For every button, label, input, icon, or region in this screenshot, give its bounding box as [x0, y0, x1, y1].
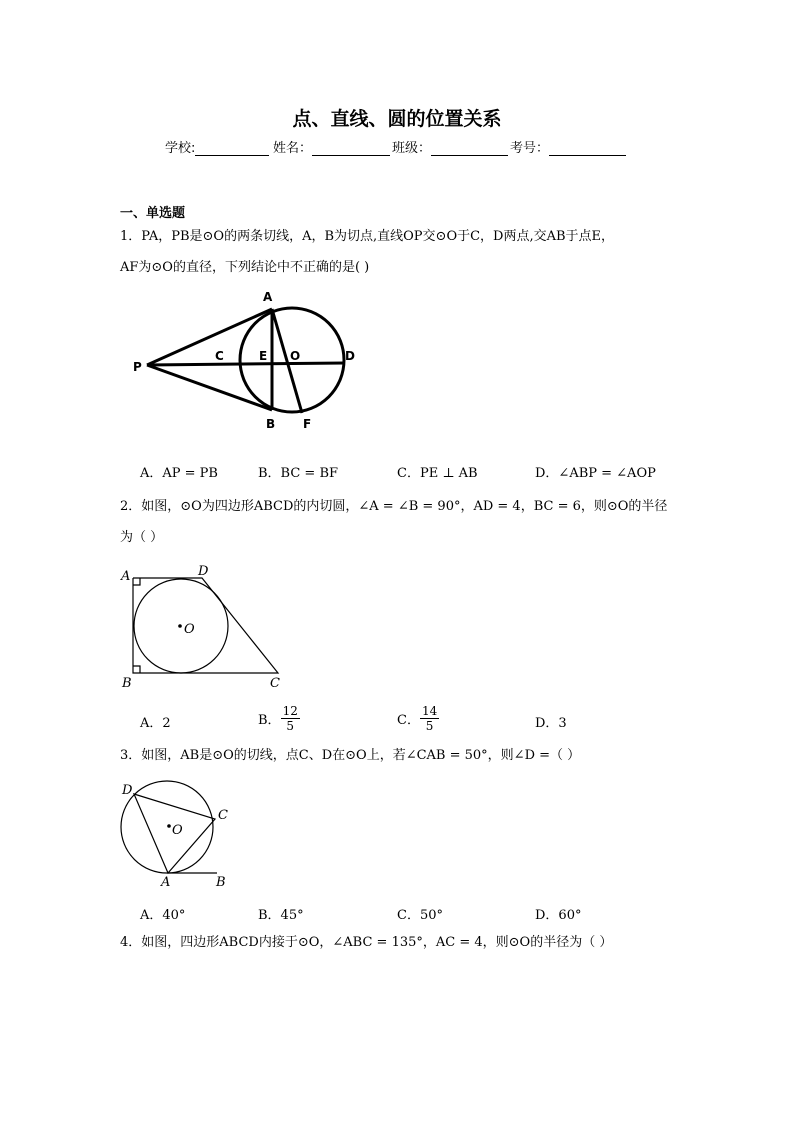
q3-option-d[interactable]: D．60°: [535, 908, 582, 923]
name-label: 姓名：: [273, 141, 313, 156]
q1-option-c[interactable]: C．PE ⊥ AB: [397, 466, 478, 481]
fig1-label-F: F: [303, 417, 312, 431]
question-1-line2: AF为⊙O的直径，下列结论中不正确的是( ): [120, 260, 370, 275]
number-blank[interactable]: [549, 141, 626, 156]
page-title: 点、直线、圆的位置关系: [292, 108, 502, 130]
question-2-line1: 2．如图，⊙O为四边形ABCD的内切圆，∠A = ∠B = 90°，AD = 4，BC = 6，则⊙O的半径: [120, 499, 668, 514]
fig2-label-B: B: [122, 676, 132, 691]
fig2-label-O: O: [184, 622, 195, 637]
q1-option-d[interactable]: D．∠ABP = ∠AOP: [535, 466, 656, 481]
school-field: [165, 137, 269, 156]
fig2-label-D: D: [198, 564, 209, 579]
fig1-label-P: P: [133, 360, 142, 374]
q2-option-d[interactable]: D．3: [535, 716, 567, 731]
q1-option-a[interactable]: A．AP = PB: [140, 466, 218, 481]
q3-option-b[interactable]: B．45°: [258, 908, 304, 923]
name-blank[interactable]: [312, 141, 390, 156]
fig1-label-D: D: [345, 349, 355, 363]
question-2-figure: [118, 560, 293, 695]
class-label: 班级：: [392, 141, 432, 156]
fig2-label-A: A: [121, 569, 131, 584]
fig1-label-O: O: [290, 349, 301, 363]
fig1-label-E: E: [259, 349, 268, 363]
q1-option-b[interactable]: B．BC = BF: [258, 466, 339, 481]
q3-option-c[interactable]: C．50°: [397, 908, 443, 923]
fig3-label-O: O: [172, 823, 183, 838]
question-3-figure: [112, 778, 242, 893]
fig3-label-C: C: [218, 808, 228, 823]
q2-option-c[interactable]: C． $\frac{14}{5}$: [397, 704, 438, 733]
fig1-label-A: A: [263, 290, 273, 304]
name-field: [273, 137, 390, 156]
question-1-line1: 1．PA，PB是⊙O的两条切线，A，B为切点,直线OP交⊙O于C，D两点,交AB于点E，: [120, 229, 615, 244]
section-title: 一、单选题: [120, 206, 186, 221]
school-blank[interactable]: [195, 141, 269, 156]
fig2-label-C: C: [270, 676, 280, 691]
school-label: 学校:: [165, 141, 196, 156]
q3-option-a[interactable]: A．40°: [140, 908, 186, 923]
question-1-figure: [125, 285, 370, 435]
number-field: [510, 137, 626, 156]
q2-option-c-fraction: $\frac{14}{5}$: [421, 704, 438, 733]
fig3-label-B: B: [216, 875, 226, 890]
q2-option-b[interactable]: B． $\frac{12}{5}$: [258, 704, 298, 733]
class-field: [392, 137, 508, 156]
fig1-label-B: B: [266, 417, 276, 431]
fig3-label-D: D: [122, 783, 133, 798]
number-label: 考号：: [510, 141, 550, 156]
fig3-label-A: A: [161, 875, 171, 890]
question-2-line2: 为（ ）: [120, 530, 164, 545]
q2-option-b-fraction: $\frac{12}{5}$: [282, 704, 298, 733]
class-blank[interactable]: [431, 141, 508, 156]
q2-option-a[interactable]: A．2: [140, 716, 171, 731]
fig1-label-C: C: [215, 349, 224, 363]
question-3-line1: 3．如图，AB是⊙O的切线，点C、D在⊙O上，若∠CAB = 50°，则∠D =（ ）: [120, 748, 581, 763]
question-4-line1: 4．如图，四边形ABCD内接于⊙O，∠ABC = 135°，AC = 4，则⊙O的半径为（ ）: [120, 935, 613, 950]
